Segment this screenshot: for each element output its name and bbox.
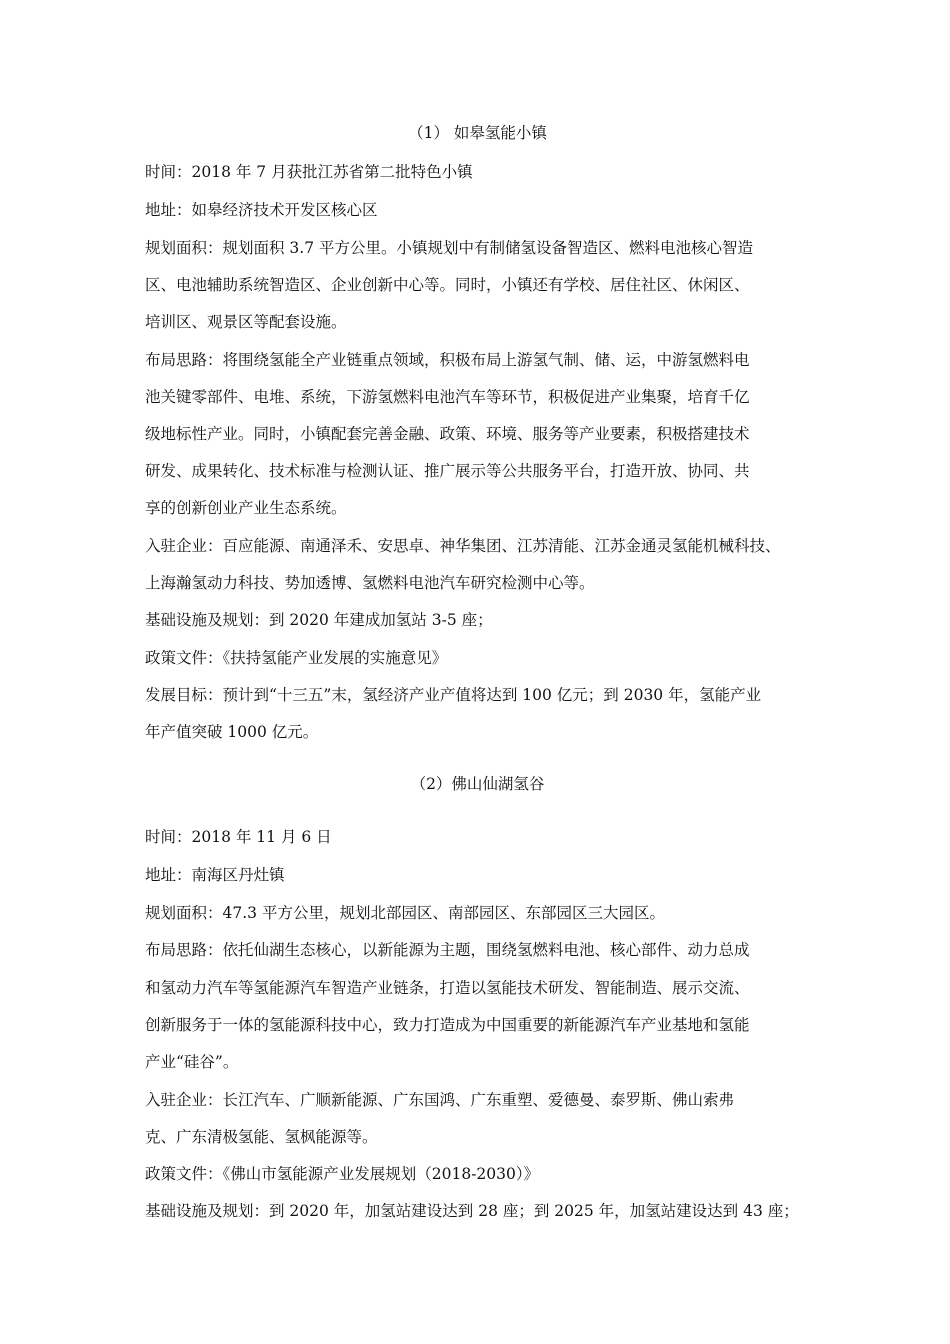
section-1-address: 地址：如皋经济技术开发区核心区 [145, 201, 378, 219]
section-2-layout-line-3: 创新服务于一体的氢能源科技中心，致力打造成为中国重要的新能源汽车产业基地和氢能 [145, 1016, 750, 1034]
section-2-layout-line-4: 产业“硅谷”。 [145, 1053, 239, 1071]
section-1-infrastructure: 基础设施及规划：到 2020 年建成加氢站 3-5 座； [145, 611, 493, 629]
section-2-policy: 政策文件：《佛山市氢能源产业发展规划（2018-2030）》 [145, 1165, 540, 1183]
section-2-time: 时间：2018 年 11 月 6 日 [145, 828, 332, 846]
section-1-layout-line-5: 享的创新创业产业生态系统。 [145, 499, 347, 517]
section-1-heading: （1） 如皋氢能小镇 [408, 124, 547, 142]
section-1-companies-line-1: 入驻企业：百应能源、南通泽禾、安思卓、神华集团、江苏清能、江苏金通灵氢能机械科技、 [145, 537, 781, 555]
section-2-infrastructure: 基础设施及规划：到 2020 年，加氢站建设达到 28 座；到 2025 年，加氢站建设达到 43 座； [145, 1202, 799, 1220]
section-1-area-line-1: 规划面积：规划面积 3.7 平方公里。小镇规划中有制储氢设备智造区、燃料电池核心智造 [145, 239, 754, 257]
section-2-area: 规划面积：47.3 平方公里，规划北部园区、南部园区、东部园区三大园区。 [145, 904, 665, 922]
section-1-area-line-3: 培训区、观景区等配套设施。 [145, 313, 347, 331]
section-2-companies-line-1: 入驻企业：长江汽车、广顺新能源、广东国鸿、广东重塑、爱德曼、泰罗斯、佛山索弗 [145, 1091, 735, 1109]
section-1-layout-line-2: 池关键零部件、电堆、系统，下游氢燃料电池汽车等环节，积极促进产业集聚，培育千亿 [145, 388, 750, 406]
section-1-goal-line-1: 发展目标：预计到“十三五”末，氢经济产业产值将达到 100 亿元；到 2030 年，氢能产业 [145, 686, 762, 704]
section-1-companies-line-2: 上海瀚氢动力科技、势加透博、氢燃料电池汽车研究检测中心等。 [145, 574, 595, 592]
section-1-layout-line-1: 布局思路：将围绕氢能全产业链重点领域，积极布局上游氢气制、储、运，中游氢燃料电 [145, 351, 750, 369]
section-1-goal-line-2: 年产值突破 1000 亿元。 [145, 723, 319, 741]
section-2-layout-line-2: 和氢动力汽车等氢能源汽车智造产业链条，打造以氢能技术研发、智能制造、展示交流、 [145, 979, 750, 997]
section-1-area-line-2: 区、电池辅助系统智造区、企业创新中心等。同时，小镇还有学校、居住社区、休闲区、 [145, 276, 750, 294]
section-2-layout-line-1: 布局思路：依托仙湖生态核心，以新能源为主题，围绕氢燃料电池、核心部件、动力总成 [145, 941, 750, 959]
section-1-layout-line-4: 研发、成果转化、技术标准与检测认证、推广展示等公共服务平台，打造开放、协同、共 [145, 462, 750, 480]
section-1-time: 时间：2018 年 7 月获批江苏省第二批特色小镇 [145, 163, 473, 181]
section-2-heading: （2）佛山仙湖氢谷 [410, 775, 545, 793]
section-1-policy: 政策文件：《扶持氢能产业发展的实施意见》 [145, 649, 448, 667]
section-2-companies-line-2: 克、广东清极氢能、氢枫能源等。 [145, 1128, 378, 1146]
section-2-address: 地址：南海区丹灶镇 [145, 866, 285, 884]
section-1-layout-line-3: 级地标性产业。同时，小镇配套完善金融、政策、环境、服务等产业要素，积极搭建技术 [145, 425, 750, 443]
